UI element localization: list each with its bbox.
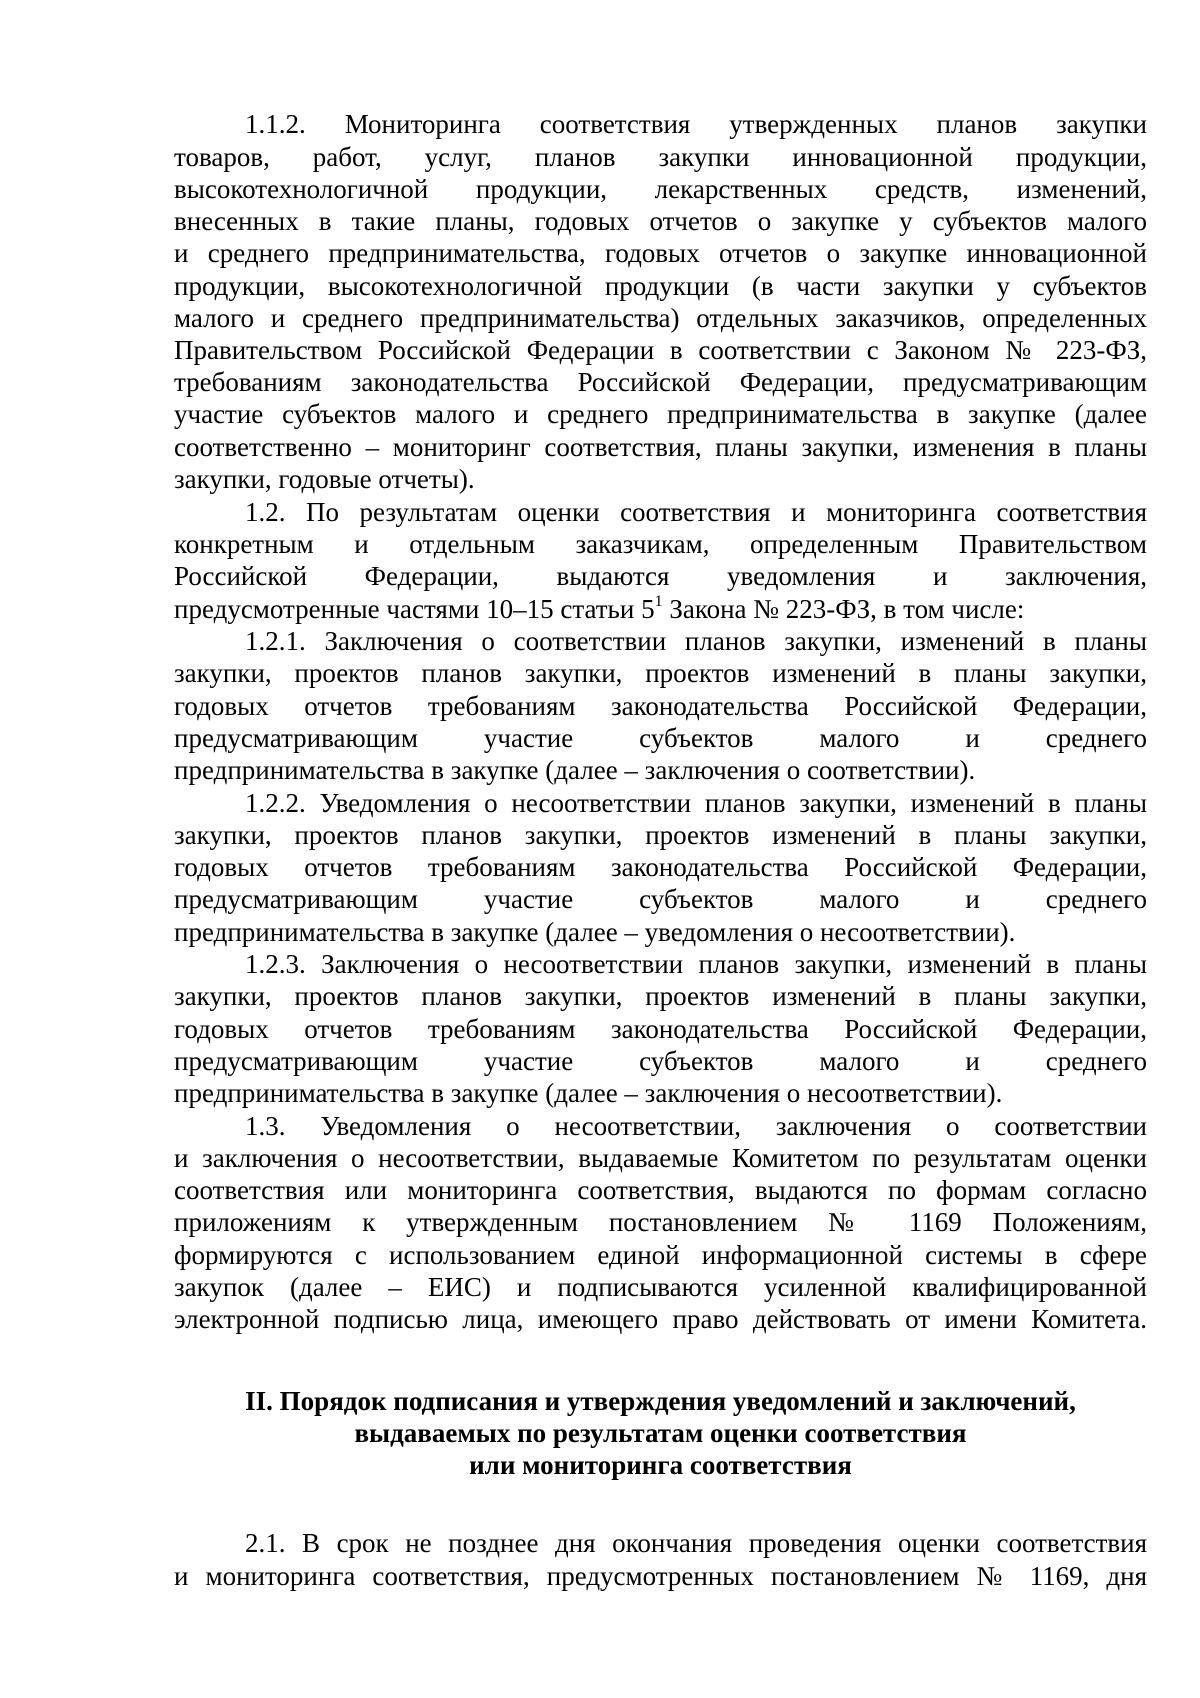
paragraph-1-2-1-line-1: 1.2.1. Заключения о соответствии планов закупки, изменений в планы bbox=[245, 626, 1147, 656]
section-heading-line-3: или мониторинга соответствия bbox=[469, 1450, 852, 1480]
paragraph-1-1-2-line-4: внесенных в такие планы, годовых отчетов о закупке у субъектов малого bbox=[174, 206, 1147, 236]
section-heading-line-2: выдаваемых по результатам оценки соответствия bbox=[354, 1418, 967, 1448]
paragraph-1-1-2-line-3: высокотехнологичной продукции, лекарственных средств, изменений, bbox=[174, 174, 1147, 204]
paragraph-1-2-line-2: конкретным и отдельным заказчикам, определенным Правительством bbox=[174, 529, 1147, 559]
paragraph-1-2-2-line-2: закупки, проектов планов закупки, проектов изменений в планы закупки, bbox=[174, 820, 1147, 850]
section-heading-line-1: II. Порядок подписания и утверждения уведомлений и заключений, bbox=[245, 1386, 1076, 1416]
paragraph-1-2-3-line-3: годовых отчетов требованиям законодательства Российской Федерации, bbox=[174, 1014, 1147, 1044]
paragraph-1-1-2-line-7: малого и среднего предпринимательства) отдельных заказчиков, определенных bbox=[174, 303, 1147, 333]
paragraph-1-3-line-5: формируются с использованием единой информационной системы в сфере bbox=[174, 1240, 1147, 1270]
paragraph-1-2-3-line-2: закупки, проектов планов закупки, проектов изменений в планы закупки, bbox=[174, 981, 1147, 1011]
paragraph-1-2-1-line-5: предпринимательства в закупке (далее – заключения о соответствии). bbox=[174, 755, 976, 785]
paragraph-1-3-line-2: и заключения о несоответствии, выдаваемые Комитетом по результатам оценки bbox=[174, 1143, 1147, 1173]
paragraph-1-1-2-line-5: и среднего предпринимательства, годовых отчетов о закупке инновационной bbox=[174, 238, 1147, 268]
paragraph-1-1-2-line-6: продукции, высокотехнологичной продукции (в части закупки у субъектов bbox=[174, 271, 1147, 301]
paragraph-1-2-line-1: 1.2. По результатам оценки соответствия и мониторинга соответствия bbox=[245, 497, 1147, 527]
paragraph-1-3-line-1: 1.3. Уведомления о несоответствии, заключения о соответствии bbox=[245, 1111, 1147, 1141]
paragraph-1-2-1-line-3: годовых отчетов требованиям законодательства Российской Федерации, bbox=[174, 691, 1147, 721]
paragraph-1-2-3-line-4: предусматривающим участие субъектов малого и среднего bbox=[174, 1046, 1147, 1076]
paragraph-1-2-3-line-1: 1.2.3. Заключения о несоответствии планов закупки, изменений в планы bbox=[245, 949, 1147, 979]
paragraph-2-1-line-1: 2.1. В срок не позднее дня окончания проведения оценки соответствия bbox=[245, 1528, 1147, 1558]
paragraph-1-2-2-line-4: предусматривающим участие субъектов малого и среднего bbox=[174, 884, 1147, 914]
paragraph-1-2-2-line-1: 1.2.2. Уведомления о несоответствии планов закупки, изменений в планы bbox=[245, 788, 1147, 818]
paragraph-2-1-line-2: и мониторинга соответствия, предусмотренных постановлением № 1169, дня bbox=[174, 1561, 1147, 1591]
paragraph-1-1-2-line-8: Правительством Российской Федерации в соответствии с Законом № 223-ФЗ, bbox=[174, 335, 1147, 365]
paragraph-1-2-line-3: Российской Федерации, выдаются уведомления и заключения, bbox=[174, 561, 1147, 591]
paragraph-1-2-1-line-4: предусматривающим участие субъектов малого и среднего bbox=[174, 723, 1147, 753]
paragraph-1-2-line-4 bbox=[174, 593, 1147, 625]
paragraph-1-3-line-7: электронной подписью лица, имеющего право действовать от имени Комитета. bbox=[174, 1304, 1147, 1334]
paragraph-1-3-line-4: приложениям к утвержденным постановлением № 1169 Положениям, bbox=[174, 1207, 1147, 1237]
paragraph-1-2-3-line-5: предпринимательства в закупке (далее – заключения о несоответствии). bbox=[174, 1078, 1003, 1108]
paragraph-1-1-2-line-10: участие субъектов малого и среднего предпринимательства в закупке (далее bbox=[174, 399, 1147, 429]
paragraph-1-2-line-4-tail: Закона № 223-ФЗ, в том числе: bbox=[662, 594, 1025, 624]
paragraph-1-1-2-line-1: 1.1.2. Мониторинга соответствия утвержденных планов закупки bbox=[245, 109, 1147, 139]
paragraph-1-2-line-4-text: предусмотренные частями 10–15 статьи 5 bbox=[174, 594, 655, 624]
paragraph-1-1-2-line-2: товаров, работ, услуг, планов закупки инновационной продукции, bbox=[174, 142, 1147, 172]
paragraph-1-2-2-line-3: годовых отчетов требованиям законодательства Российской Федерации, bbox=[174, 852, 1147, 882]
paragraph-1-3-line-3: соответствия или мониторинга соответствия, выдаются по формам согласно bbox=[174, 1175, 1147, 1205]
paragraph-1-2-2-line-5: предпринимательства в закупке (далее – уведомления о несоответствии). bbox=[174, 917, 1016, 947]
article-superscript: 1 bbox=[654, 593, 663, 610]
paragraph-1-1-2-line-9: требованиям законодательства Российской Федерации, предусматривающим bbox=[174, 367, 1147, 397]
paragraph-1-3-line-6: закупок (далее – ЕИС) и подписываются усиленной квалифицированной bbox=[174, 1272, 1147, 1302]
paragraph-1-2-1-line-2: закупки, проектов планов закупки, проектов изменений в планы закупки, bbox=[174, 658, 1147, 688]
paragraph-1-1-2-line-11: соответственно – мониторинг соответствия, планы закупки, изменения в планы bbox=[174, 432, 1147, 462]
paragraph-1-1-2-line-12: закупки, годовые отчеты). bbox=[174, 464, 475, 494]
